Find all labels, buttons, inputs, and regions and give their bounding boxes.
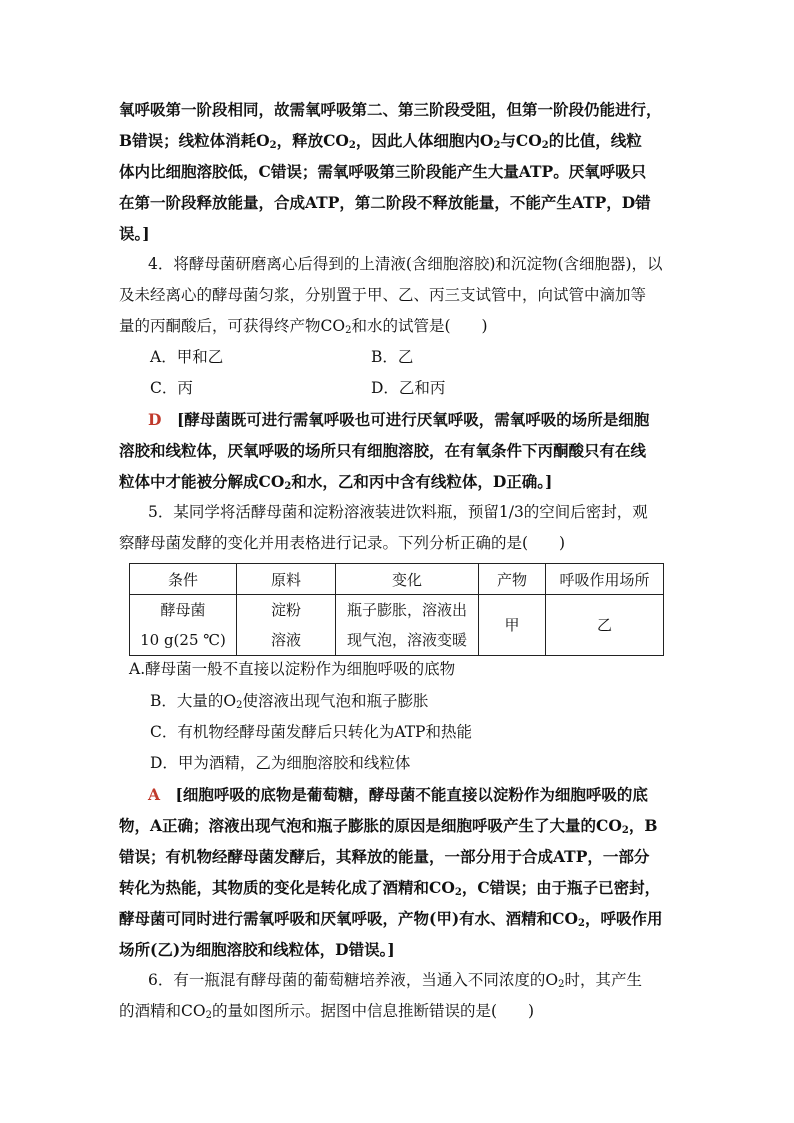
text-line: 在第一阶段释放能量，合成ATP，第二阶段不释放能量，不能产生ATP，D错 — [119, 193, 651, 212]
text-line: A [细胞呼吸的底物是葡萄糖，酵母菌不能直接以淀粉作为细胞呼吸的底 — [148, 785, 648, 804]
text-line: 误。] — [119, 224, 150, 243]
text-line: 粒体中才能被分解成$CO_2$和水，乙和丙中含有线粒体，D正确。] — [119, 472, 553, 492]
fermentation-record-table — [129, 563, 664, 656]
question-4-option-b: B．乙 — [371, 348, 414, 366]
table-header: 变化 — [336, 564, 479, 595]
text-line: 场所(乙)为细胞溶胶和线粒体，D错误。] — [119, 940, 395, 959]
question-5-stem — [119, 497, 675, 559]
answer-letter: D — [148, 410, 162, 429]
table-header: 原料 — [237, 564, 336, 595]
question-6-stem — [119, 965, 675, 1027]
answer-letter: A — [148, 785, 161, 804]
text-line: 氧呼吸第一阶段相同，故需氧呼吸第二、第三阶段受阻，但第一阶段仍能进行， — [119, 100, 662, 119]
text-line: 4．将酵母菌研磨离心后得到的上清液(含细胞溶胶)和沉淀物(含细胞器)，以 — [148, 255, 663, 273]
question-5-option-a: A.酵母菌一般不直接以淀粉作为细胞呼吸的底物 — [129, 660, 456, 678]
table-cell-condition: 酵母菌 10 g(25 ℃) — [130, 595, 237, 656]
text-line: 溶胶和线粒体，厌氧呼吸的场所只有细胞溶胶，在有氧条件下丙酮酸只有在线 — [119, 441, 647, 460]
text-line: 酵母菌可同时进行需氧呼吸和厌氧呼吸，产物(甲)有水、酒精和$CO_2$，呼吸作用 — [119, 909, 663, 929]
table-header: 条件 — [130, 564, 237, 595]
table-header: 产物 — [479, 564, 546, 595]
text-line: 6．有一瓶混有酵母菌的葡萄糖培养液，当通入不同浓度的$O_2$时，其产生 — [148, 971, 642, 990]
table-header: 呼吸作用场所 — [546, 564, 664, 595]
question-5-option-d: D．甲为酒精，乙为细胞溶胶和线粒体 — [150, 754, 411, 772]
text-line: 量的丙酮酸后，可获得终产物$CO_2$和水的试管是( ) — [119, 317, 488, 336]
text-line: 察酵母菌发酵的变化并用表格进行记录。下列分析正确的是( ) — [119, 534, 566, 552]
text-line: 错误；有机物经酵母菌发酵后，其释放的能量，一部分用于合成ATP，一部分 — [119, 847, 650, 866]
question-5-option-b: B．大量的$O_2$使溶液出现气泡和瓶子膨胀 — [150, 692, 429, 711]
text-line: B错误；线粒体消耗$O_2$，释放$CO_2$，因此人体细胞内$O_2$与$CO_2$的比值，线粒 — [119, 131, 642, 151]
question-5-explanation — [119, 779, 675, 965]
prev-answer-explanation — [119, 94, 675, 249]
question-5-option-c: C．有机物经酵母菌发酵后只转化为ATP和热能 — [150, 723, 472, 741]
table-cell-site: 乙 — [546, 595, 664, 656]
text-line: 物，A正确；溶液出现气泡和瓶子膨胀的原因是细胞呼吸产生了大量的$CO_2$，B — [119, 816, 658, 836]
question-4-option-a: A．甲和乙 — [150, 348, 224, 366]
table-cell-material: 淀粉 溶液 — [237, 595, 336, 656]
text-line: 转化为热能，其物质的变化是转化成了酒精和$CO_2$，C错误；由于瓶子已密封， — [119, 878, 661, 898]
table-cell-change: 瓶子膨胀，溶液出 现气泡，溶液变暖 — [336, 595, 479, 656]
question-4-option-c: C．丙 — [150, 379, 193, 397]
text-line: 及未经离心的酵母菌匀浆，分别置于甲、乙、丙三支试管中，向试管中滴加等 — [119, 286, 647, 304]
text-line: 5．某同学将活酵母菌和淀粉溶液装进饮料瓶，预留1/3的空间后密封，观 — [148, 503, 648, 521]
question-4-stem — [119, 249, 675, 342]
text-line: 的酒精和$CO_2$的量如图所示。据图中信息推断错误的是( ) — [119, 1002, 535, 1021]
text-line: 体内比细胞溶胶低，C错误；需氧呼吸第三阶段能产生大量ATP。厌氧呼吸只 — [119, 162, 647, 181]
table-cell-product: 甲 — [479, 595, 546, 656]
question-4-option-d: D．乙和丙 — [371, 379, 446, 397]
question-4-explanation — [119, 404, 675, 497]
text-line: D [酵母菌既可进行需氧呼吸也可进行厌氧呼吸，需氧呼吸的场所是细胞 — [148, 410, 650, 429]
